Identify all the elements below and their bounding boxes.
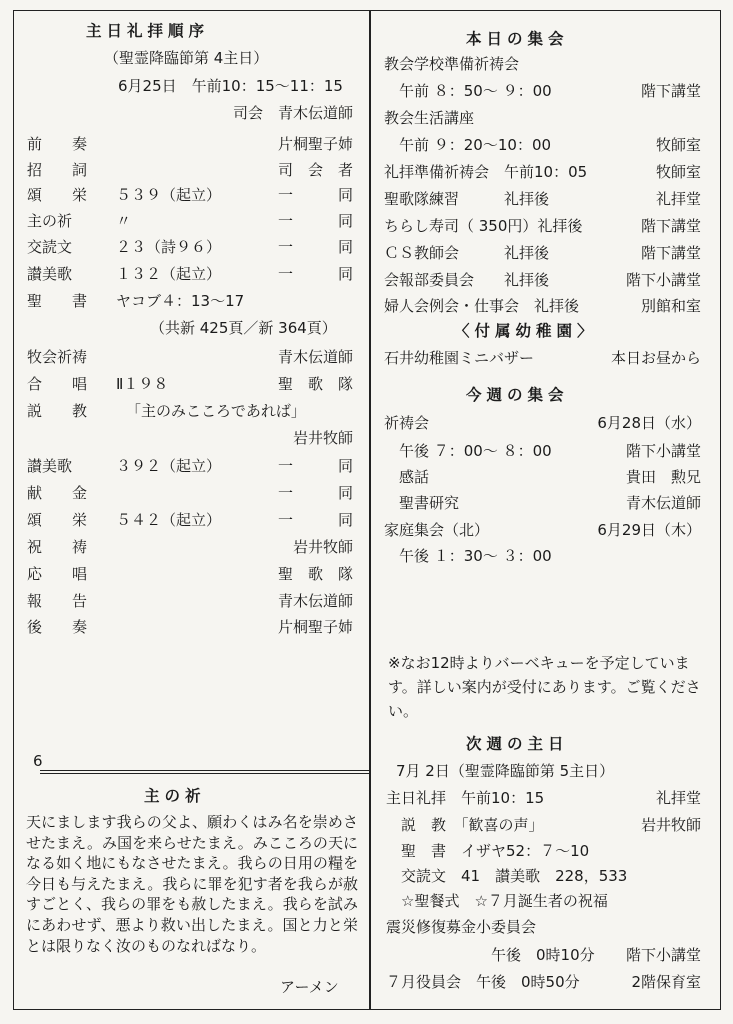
today-event: 礼拝準備祈祷会 午前10：05	[384, 163, 588, 181]
today-event: ＣＳ教師会 礼拝後	[384, 244, 550, 262]
order-item-person: 一 同	[277, 484, 353, 502]
week-detail: 貴田 勲兄	[625, 468, 701, 486]
order-item-detail: １３２（起立）	[116, 265, 222, 283]
next-event: 主日礼拝 午前10：15	[386, 789, 545, 807]
today-event: 会報部委員会 礼拝後	[384, 271, 550, 289]
order-item-label: 献 金	[27, 484, 88, 502]
kindergarten-event: 石井幼稚園ミニバザー	[384, 349, 535, 367]
today-event: ちらし寿司（ 350円）礼拝後	[384, 217, 583, 235]
today-title: 本日の集会	[466, 30, 569, 48]
order-item-label: 招 詞	[27, 161, 88, 179]
section-divider-second	[40, 773, 369, 774]
order-item-person: 岩井牧師	[292, 429, 353, 447]
order-item-detail: ５３９（起立）	[116, 186, 222, 204]
page-number: 6	[33, 752, 43, 770]
prayer-title: 主の祈	[144, 787, 206, 805]
week-event: 聖書研究	[384, 494, 460, 512]
order-item-person: 青木伝道師	[277, 592, 353, 610]
order-item-label: 讃美歌	[27, 265, 73, 283]
next-title: 次週の主日	[466, 735, 569, 753]
today-location: 牧師室	[655, 163, 701, 181]
today-event: 午前 ９：20〜10：00	[384, 136, 552, 154]
prayer-amen: アーメン	[280, 978, 339, 996]
order-datetime: 6月25日 午前10：15〜11：15	[118, 77, 343, 95]
prayer-text: 天にまします我らの父よ、願わくはみ名を崇めさせたまえ。み国を来らせたまえ。みこころの天になる如く地にもなさせたまえ。我らの日用の糧を今日も与えたまえ。我らに罪を犯す者を我らが赦すごとく、我らの罪をも赦したまえ。我らを試みにあわせず、悪より救い出したまえ。国と力と栄とは限りなく汝のものなればなり。	[26, 813, 358, 955]
order-item-label: 讃美歌	[27, 457, 73, 475]
order-presider: 司会 青木伝道師	[232, 104, 353, 122]
order-item-label: 交読文	[27, 238, 73, 256]
order-item-label: 主の祈	[27, 212, 73, 230]
order-item-label: 聖 書	[27, 292, 88, 310]
section-divider	[40, 770, 369, 771]
next-event: 説 教 「歓喜の声」	[386, 816, 544, 834]
order-item-detail: 「主のみこころであれば」	[126, 402, 306, 420]
next-event: 震災修復募金小委員会	[386, 918, 537, 936]
week-event: 午後 ７：00〜 ８：00	[384, 442, 552, 460]
order-item-person: 一 同	[277, 457, 353, 475]
order-item-person: 片桐聖子姉	[277, 618, 353, 636]
order-item-label: 合 唱	[27, 375, 88, 393]
kindergarten-time: 本日お昼から	[610, 349, 701, 367]
today-location: 礼拝堂	[655, 190, 701, 208]
next-date: 7月 2日（聖霊降臨節第 5主日）	[396, 762, 615, 780]
today-location: 牧師室	[655, 136, 701, 154]
order-item-label: 後 奏	[27, 618, 88, 636]
today-event: 午前 ８：50〜 ９：00	[384, 82, 552, 100]
today-location: 階下講堂	[640, 82, 701, 100]
week-event: 家庭集会（北）	[384, 521, 490, 539]
next-event: 交読文 41 讃美歌 228，533	[386, 867, 628, 885]
order-item-detail: （共新 425頁／新 364頁）	[150, 319, 337, 337]
order-item-detail: ５４２（起立）	[116, 511, 222, 529]
order-item-label: 牧会祈祷	[27, 348, 88, 366]
order-item-detail: ２３（詩９６）	[116, 238, 222, 256]
today-location: 階下小講堂	[625, 271, 701, 289]
order-item-label: 頌 栄	[27, 511, 88, 529]
order-item-person: 一 同	[277, 186, 353, 204]
order-item-person: 聖 歌 隊	[277, 565, 353, 583]
week-detail: 青木伝道師	[625, 494, 701, 512]
order-item-label: 前 奏	[27, 135, 88, 153]
week-title: 今週の集会	[466, 386, 569, 404]
next-event: ７月役員会 午後 0時50分	[386, 973, 580, 991]
today-event: 教会学校準備祈祷会	[384, 55, 520, 73]
today-event: 教会生活講座	[384, 109, 475, 127]
next-event: 聖 書 イザヤ52：７〜10	[386, 842, 590, 860]
week-event: 感話	[384, 468, 430, 486]
next-detail: 礼拝堂	[655, 789, 701, 807]
order-item-person: 岩井牧師	[292, 538, 353, 556]
order-item-person: 一 同	[277, 511, 353, 529]
next-detail: 岩井牧師	[640, 816, 701, 834]
order-item-detail: ３９２（起立）	[116, 457, 222, 475]
today-event: 聖歌隊練習 礼拝後	[384, 190, 550, 208]
week-detail: 階下小講堂	[625, 442, 701, 460]
order-item-person: 一 同	[277, 238, 353, 256]
order-subtitle: （聖霊降臨節第 4主日）	[104, 49, 269, 67]
column-divider	[369, 10, 371, 1010]
week-detail: 6月29日（木）	[597, 521, 701, 539]
week-event: 祈祷会	[384, 414, 430, 432]
order-item-detail: ヤコブ４：13〜17	[116, 292, 245, 310]
order-item-label: 報 告	[27, 592, 88, 610]
order-title: 主日礼拝順序	[86, 22, 210, 40]
order-item-detail: 〃	[116, 212, 132, 230]
next-detail: 2階保育室	[631, 973, 701, 991]
order-item-label: 祝 祷	[27, 538, 88, 556]
next-event: 午後 0時10分	[386, 946, 595, 964]
today-location: 階下講堂	[640, 244, 701, 262]
week-detail: 6月28日（水）	[597, 414, 701, 432]
order-item-label: 説 教	[27, 402, 88, 420]
today-event: 婦人会例会・仕事会 礼拝後	[384, 297, 580, 315]
bbq-notice: ※なお12時よりバーベキューを予定しています。詳しい案内が受付にあります。ご覧ください。	[388, 654, 701, 720]
kindergarten-title: 〈付属幼稚園〉	[454, 322, 598, 340]
order-item-label: 頌 栄	[27, 186, 88, 204]
order-item-person: 一 同	[277, 265, 353, 283]
week-event: 午後 １：30〜 ３：00	[384, 547, 552, 565]
order-item-person: 聖 歌 隊	[277, 375, 353, 393]
today-location: 階下講堂	[640, 217, 701, 235]
today-location: 別館和室	[640, 297, 701, 315]
order-item-detail: Ⅱ１９８	[116, 375, 169, 393]
order-item-person: 一 同	[277, 212, 353, 230]
order-item-person: 片桐聖子姉	[277, 135, 353, 153]
next-event: ☆聖餐式 ☆７月誕生者の祝福	[386, 892, 608, 910]
order-item-person: 青木伝道師	[277, 348, 353, 366]
order-item-label: 応 唱	[27, 565, 88, 583]
next-detail: 階下小講堂	[625, 946, 701, 964]
order-item-person: 司 会 者	[277, 161, 353, 179]
